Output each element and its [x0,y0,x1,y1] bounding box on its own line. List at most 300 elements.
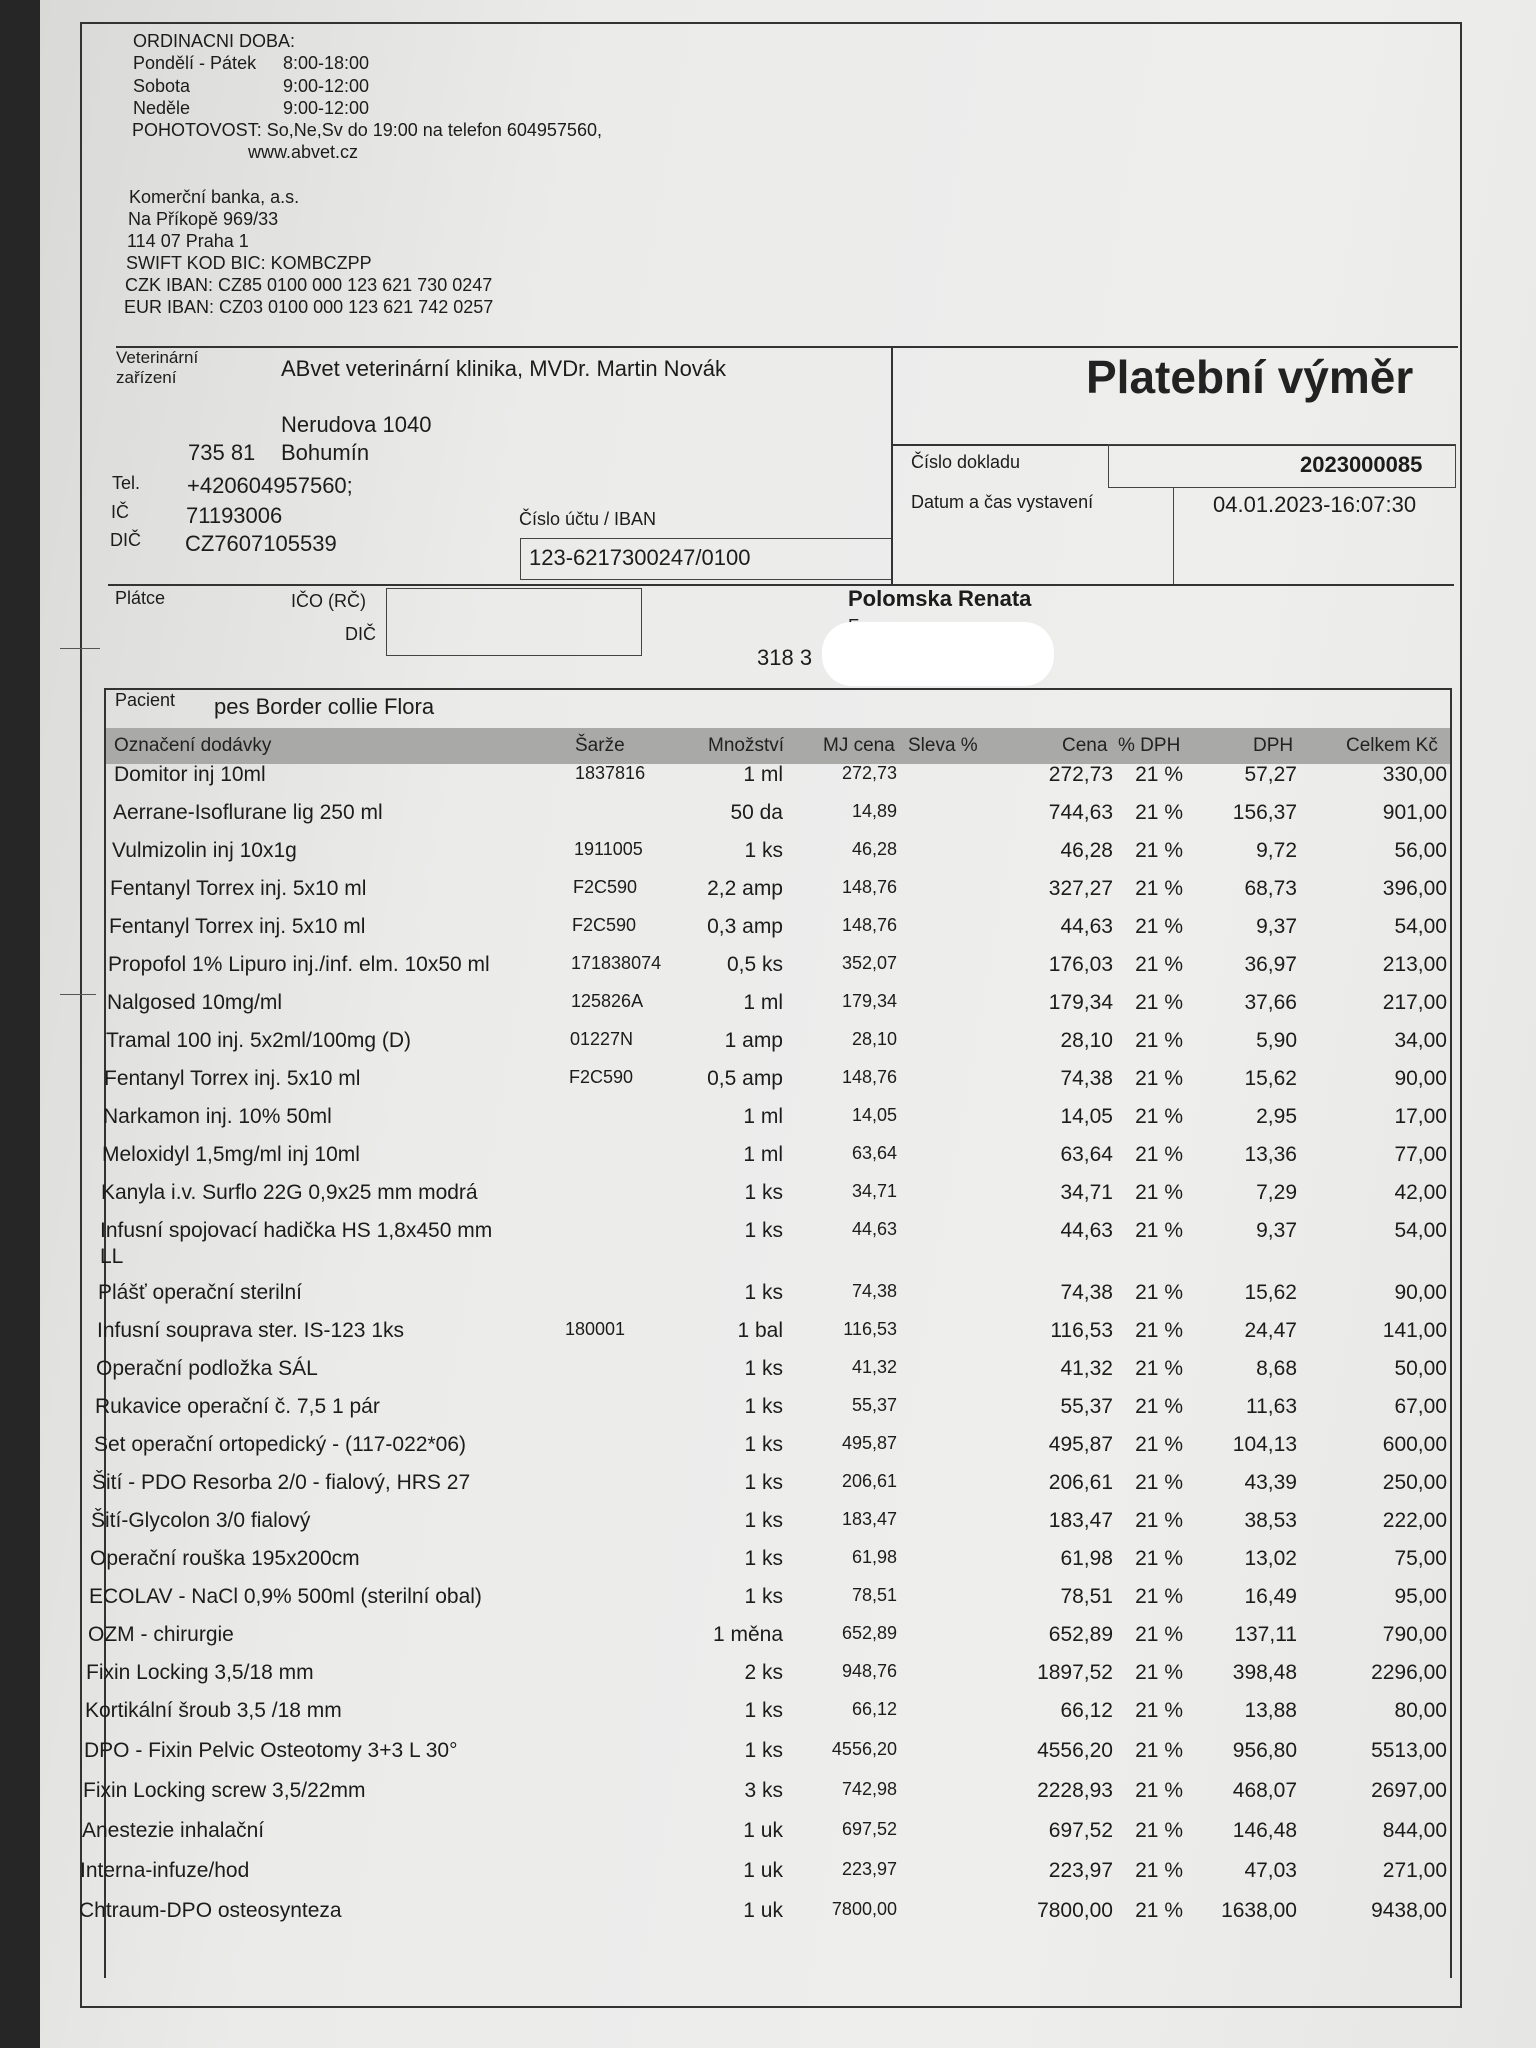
table-row [0,1898,1536,1936]
hours-days-weekday: Pondělí - Pátek [133,53,257,73]
table-row [0,762,1536,800]
item-vat: 57,27 [1244,763,1297,786]
item-total: 2296,00 [1371,1661,1447,1684]
item-name: Infusní souprava ster. IS-123 1ks [97,1319,405,1342]
item-name: OZM - chirurgie [88,1623,234,1646]
item-price: 55,37 [1060,1395,1113,1418]
item-total: 90,00 [1394,1067,1447,1090]
item-total: 396,00 [1382,877,1447,900]
item-name: Fentanyl Torrex inj. 5x10 ml [104,1067,361,1090]
col-header-unit-price: MJ cena [823,735,895,756]
item-total: 95,00 [1394,1585,1447,1608]
clinic-zip: 735 81 [188,440,256,465]
item-vat-pct: 21 % [1135,1661,1183,1684]
item-unit-price: 652,89 [841,1623,897,1643]
item-unit-price: 148,76 [841,877,897,897]
item-unit-price: 7800,00 [831,1899,897,1919]
bank-line: EUR IBAN: CZ03 0100 000 123 621 742 0257 [124,297,494,317]
item-total: 34,00 [1394,1029,1447,1052]
item-unit-price: 55,37 [851,1395,897,1415]
item-price: 223,97 [1048,1859,1113,1882]
item-total: 790,00 [1382,1623,1447,1646]
item-vat-pct: 21 % [1135,839,1183,862]
item-price: 116,53 [1050,1319,1113,1342]
item-price: 61,98 [1060,1547,1113,1570]
clinic-street: Nerudova 1040 [281,412,432,437]
item-unit-price: 148,76 [841,1067,897,1087]
item-name: Vulmizolin inj 10x1g [112,839,297,862]
clinic-ic: 71193006 [186,503,283,528]
table-row [0,1818,1536,1856]
item-vat: 68,73 [1244,877,1297,900]
item-vat-pct: 21 % [1135,1357,1183,1380]
payer-zip-partial: 318 3 [757,645,813,670]
item-name: Interna-infuze/hod [80,1859,250,1882]
item-price: 78,51 [1060,1585,1113,1608]
item-price: 14,05 [1060,1105,1113,1128]
item-batch: F2C590 [572,915,637,935]
item-vat: 137,11 [1234,1623,1297,1646]
item-qty: 1 ks [744,1739,783,1762]
item-batch: 01227N [570,1029,634,1049]
margin-tick [60,648,100,649]
item-qty: 1 ks [744,1433,783,1456]
item-unit-price: 116,53 [843,1319,897,1339]
item-total: 77,00 [1394,1143,1447,1166]
item-total: 90,00 [1394,1281,1447,1304]
item-vat-pct: 21 % [1135,1181,1183,1204]
item-batch: 1911005 [574,839,643,859]
item-qty: 1 ks [744,1699,783,1722]
payer-ico-label: IČO (RČ) [291,591,366,611]
clinic-label: Veterinární zařízení [116,348,199,387]
item-price: 4556,20 [1037,1739,1113,1762]
item-total: 2697,00 [1371,1779,1447,1802]
item-vat-pct: 21 % [1135,1585,1183,1608]
item-vat-pct: 21 % [1135,1547,1183,1570]
item-vat: 15,62 [1244,1067,1297,1090]
item-price: 7800,00 [1037,1899,1113,1922]
clinic-city: Bohumín [281,440,370,465]
table-row [0,1622,1536,1660]
item-vat: 9,37 [1256,915,1297,938]
doc-number: 2023000085 [1300,452,1423,477]
table-row [0,1470,1536,1508]
item-name: Propofol 1% Lipuro inj./inf. elm. 10x50 ml [108,953,490,976]
table-row [0,1318,1536,1356]
table-row [0,1660,1536,1698]
item-name: Plášť operační sterilní [98,1281,302,1304]
item-unit-price: 352,07 [841,953,897,973]
item-qty: 1 ks [744,1395,783,1418]
bank-line: Na Příkopě 969/33 [128,209,279,229]
item-qty: 1 ks [744,839,783,862]
item-vat-pct: 21 % [1135,1509,1183,1532]
table-row [0,1394,1536,1432]
col-header-total: Celkem Kč [1346,735,1438,756]
payer-id-box [386,588,642,656]
item-vat: 15,62 [1244,1281,1297,1304]
item-price: 46,28 [1060,839,1113,862]
item-vat-pct: 21 % [1135,1699,1183,1722]
ic-label: IČ [111,502,129,522]
bank-line: Komerční banka, a.s. [129,187,300,207]
item-price: 74,38 [1060,1281,1113,1304]
item-unit-price: 44,63 [851,1219,897,1239]
item-unit-price: 66,12 [851,1699,897,1719]
item-vat-pct: 21 % [1135,1819,1183,1842]
item-name-continued: LL [100,1245,124,1268]
item-name: Anestezie inhalační [82,1819,265,1842]
doc-date-label: Datum a čas vystavení [911,492,1094,512]
item-unit-price: 206,61 [841,1471,897,1491]
item-vat-pct: 21 % [1135,1859,1183,1882]
table-row [0,1698,1536,1736]
payer-dic-label: DIČ [345,624,376,644]
col-header-vat: DPH [1253,735,1294,756]
item-unit-price: 948,76 [841,1661,897,1681]
dic-label: DIČ [110,530,141,550]
item-unit-price: 179,34 [841,991,897,1011]
col-header-qty: Množství [708,735,785,756]
divider-payer [106,688,1452,690]
item-vat: 36,97 [1244,953,1297,976]
clinic-tel: +420604957560; [187,473,353,498]
item-unit-price: 4556,20 [831,1739,897,1759]
divider-clinic [108,584,1454,586]
item-name: Infusní spojovací hadička HS 1,8x450 mm [100,1219,493,1242]
website: www.abvet.cz [248,142,359,162]
item-vat-pct: 21 % [1135,1433,1183,1456]
item-name: Operační podložka SÁL [96,1357,318,1380]
col-header-price: Cena [1062,735,1108,756]
item-vat: 468,07 [1232,1779,1297,1802]
item-vat: 43,39 [1244,1471,1297,1494]
item-unit-price: 74,38 [851,1281,897,1301]
item-qty: 1 ks [744,1547,783,1570]
hours-days-sunday: Neděle [133,98,191,118]
item-qty: 1 bal [737,1319,783,1342]
item-price: 744,63 [1048,801,1113,824]
item-vat-pct: 21 % [1135,953,1183,976]
item-price: 2228,93 [1037,1779,1113,1802]
item-total: 80,00 [1394,1699,1447,1722]
item-total: 330,00 [1382,763,1447,786]
clinic-dic: CZ7607105539 [185,531,337,556]
item-total: 271,00 [1382,1859,1447,1882]
item-unit-price: 697,52 [841,1819,897,1839]
item-price: 697,52 [1048,1819,1113,1842]
item-vat: 8,68 [1256,1357,1297,1380]
item-name: Fixin Locking 3,5/18 mm [86,1661,314,1684]
col-header-vat-pct: % DPH [1118,735,1181,756]
item-name: Kanyla i.v. Surflo 22G 0,9x25 mm modrá [101,1181,478,1204]
item-price: 28,10 [1060,1029,1113,1052]
item-price: 44,63 [1060,1219,1113,1242]
item-vat-pct: 21 % [1135,1067,1183,1090]
redaction-mark [822,622,1054,686]
item-batch: F2C590 [573,877,638,897]
item-price: 176,03 [1048,953,1113,976]
item-vat: 398,48 [1232,1661,1297,1684]
item-name: Meloxidyl 1,5mg/ml inj 10ml [102,1143,360,1166]
item-vat-pct: 21 % [1135,1395,1183,1418]
item-qty: 2,2 amp [707,877,783,900]
item-unit-price: 41,32 [851,1357,897,1377]
hours-time-saturday: 9:00-12:00 [283,76,370,96]
item-unit-price: 742,98 [841,1779,897,1799]
item-name: Narkamon inj. 10% 50ml [103,1105,332,1128]
item-vat: 146,48 [1232,1819,1297,1842]
item-unit-price: 223,97 [841,1859,897,1879]
item-vat: 16,49 [1244,1585,1297,1608]
col-header-batch: Šarže [575,735,625,756]
item-vat: 156,37 [1232,801,1297,824]
item-price: 66,12 [1060,1699,1113,1722]
table-row [0,1584,1536,1622]
item-total: 901,00 [1382,801,1447,824]
document-title: Platební výměr [1086,351,1414,403]
item-qty: 1 uk [743,1819,783,1842]
item-vat: 37,66 [1244,991,1297,1014]
hours-time-sunday: 9:00-12:00 [283,98,370,118]
item-name: Fentanyl Torrex inj. 5x10 ml [110,877,367,900]
payer-label: Plátce [115,588,166,608]
item-batch: F2C590 [569,1067,634,1087]
item-vat: 13,36 [1244,1143,1297,1166]
item-qty: 1 ml [743,1105,783,1128]
item-qty: 1 ks [744,1357,783,1380]
account-label: Číslo účtu / IBAN [519,509,657,529]
item-name: Domitor inj 10ml [114,763,266,786]
item-price: 206,61 [1048,1471,1113,1494]
table-row [0,1104,1536,1142]
item-vat-pct: 21 % [1135,801,1183,824]
item-vat-pct: 21 % [1135,1219,1183,1242]
item-name: Set operační ortopedický - (117-022*06) [94,1433,466,1456]
item-price: 1897,52 [1037,1661,1113,1684]
table-row [0,914,1536,952]
col-header-item: Označení dodávky [114,735,272,756]
item-qty: 1 ks [744,1281,783,1304]
item-vat: 11,63 [1246,1395,1297,1418]
hours-title: ORDINACNI DOBA: [133,31,296,51]
item-price: 327,27 [1048,877,1113,900]
item-unit-price: 495,87 [841,1433,897,1453]
clinic-name: ABvet veterinární klinika, MVDr. Martin Novák [281,356,727,381]
item-vat: 104,13 [1232,1433,1297,1456]
payer-name: Polomska Renata [848,586,1032,611]
item-unit-price: 28,10 [851,1029,897,1049]
hours-days-saturday: Sobota [133,76,191,96]
item-total: 222,00 [1382,1509,1447,1532]
item-vat: 13,88 [1244,1699,1297,1722]
item-vat-pct: 21 % [1135,1899,1183,1922]
item-unit-price: 61,98 [851,1547,897,1567]
item-vat-pct: 21 % [1135,1105,1183,1128]
item-name: Tramal 100 inj. 5x2ml/100mg (D) [106,1029,411,1052]
item-unit-price: 46,28 [851,839,897,859]
item-qty: 0,5 amp [707,1067,783,1090]
doc-number-label: Číslo dokladu [911,452,1021,472]
item-unit-price: 272,73 [841,763,897,783]
table-row [0,1028,1536,1066]
col-header-discount: Sleva % [908,735,978,756]
item-vat: 2,95 [1256,1105,1297,1128]
item-total: 67,00 [1394,1395,1447,1418]
table-row [0,952,1536,990]
item-vat-pct: 21 % [1135,1779,1183,1802]
item-qty: 1 uk [743,1859,783,1882]
table-row [0,1738,1536,1776]
item-vat-pct: 21 % [1135,877,1183,900]
item-price: 183,47 [1048,1509,1113,1532]
item-name: Aerrane-Isoflurane lig 250 ml [113,801,383,824]
table-row [0,1508,1536,1546]
item-total: 250,00 [1382,1471,1447,1494]
account-number: 123-6217300247/0100 [529,545,751,570]
table-row [0,1546,1536,1584]
item-total: 75,00 [1394,1547,1447,1570]
item-qty: 2 ks [744,1661,783,1684]
item-vat: 7,29 [1256,1181,1297,1204]
item-total: 213,00 [1382,953,1447,976]
item-vat-pct: 21 % [1135,1029,1183,1052]
item-total: 5513,00 [1371,1739,1447,1762]
item-total: 600,00 [1382,1433,1447,1456]
item-total: 50,00 [1394,1357,1447,1380]
item-price: 74,38 [1060,1067,1113,1090]
item-unit-price: 34,71 [851,1181,897,1201]
item-vat-pct: 21 % [1135,991,1183,1014]
item-qty: 1 ml [743,1143,783,1166]
bank-line: SWIFT KOD BIC: KOMBCZPP [126,253,372,273]
patient-label: Pacient [115,690,176,710]
item-qty: 0,5 ks [726,953,783,976]
item-unit-price: 183,47 [841,1509,897,1529]
item-name: Nalgosed 10mg/ml [107,991,283,1014]
item-unit-price: 63,64 [851,1143,897,1163]
item-vat-pct: 21 % [1135,1623,1183,1646]
margin-tick [60,994,96,995]
table-row [0,800,1536,838]
table-row [0,876,1536,914]
item-unit-price: 148,76 [841,915,897,935]
item-qty: 1 ks [744,1585,783,1608]
item-name: Rukavice operační č. 7,5 1 pár [95,1395,380,1418]
emergency-line: POHOTOVOST: So,Ne,Sv do 19:00 na telefon 604957560, [132,120,602,140]
item-vat-pct: 21 % [1135,763,1183,786]
item-qty: 1 měna [712,1623,783,1646]
divider-header [116,346,1458,348]
table-row [0,1778,1536,1816]
item-name: Chtraum-DPO osteosynteza [79,1899,342,1922]
table-row [0,1432,1536,1470]
item-price: 63,64 [1060,1143,1113,1166]
item-vat: 24,47 [1244,1319,1297,1342]
item-price: 34,71 [1060,1181,1113,1204]
item-price: 44,63 [1060,915,1113,938]
table-row [0,990,1536,1028]
item-price: 495,87 [1048,1433,1113,1456]
item-qty: 0,3 amp [707,915,783,938]
item-qty: 50 da [730,801,783,824]
item-qty: 1 uk [743,1899,783,1922]
doc-date: 04.01.2023-16:07:30 [1213,492,1417,517]
item-batch: 180001 [565,1319,626,1339]
table-row [0,1142,1536,1180]
item-name: Operační rouška 195x200cm [90,1547,360,1570]
item-qty: 3 ks [744,1779,783,1802]
item-vat: 38,53 [1244,1509,1297,1532]
item-vat-pct: 21 % [1135,1281,1183,1304]
item-vat: 13,02 [1244,1547,1297,1570]
bank-line: 114 07 Praha 1 [127,231,249,251]
item-vat-pct: 21 % [1135,1471,1183,1494]
item-total: 141,00 [1382,1319,1447,1342]
table-header [104,728,1450,764]
item-vat: 5,90 [1256,1029,1297,1052]
item-price: 41,32 [1060,1357,1113,1380]
item-vat: 9,72 [1256,839,1297,862]
item-vat-pct: 21 % [1135,1143,1183,1166]
item-total: 42,00 [1394,1181,1447,1204]
item-vat: 956,80 [1232,1739,1297,1762]
item-name: Šití - PDO Resorba 2/0 - fialový, HRS 27 [92,1471,471,1494]
item-name: Šití-Glycolon 3/0 fialový [91,1509,311,1532]
item-vat: 47,03 [1244,1859,1297,1882]
table-row [0,1218,1536,1268]
table-row [0,1180,1536,1218]
item-unit-price: 14,05 [851,1105,897,1125]
item-vat-pct: 21 % [1135,1739,1183,1762]
item-qty: 1 ks [744,1219,783,1242]
item-name: Fentanyl Torrex inj. 5x10 ml [109,915,366,938]
item-batch: 171838074 [571,953,662,973]
item-total: 54,00 [1394,1219,1447,1242]
item-price: 179,34 [1048,991,1113,1014]
table-row [0,1066,1536,1104]
tel-label: Tel. [112,473,141,493]
divider-vertical-title [891,348,893,584]
item-vat-pct: 21 % [1135,1319,1183,1342]
item-name: DPO - Fixin Pelvic Osteotomy 3+3 L 30° [84,1739,458,1762]
item-vat: 9,37 [1256,1219,1297,1242]
item-batch: 125826A [571,991,644,1011]
item-name: Kortikální šroub 3,5 /18 mm [85,1699,342,1722]
item-vat-pct: 21 % [1135,915,1183,938]
item-unit-price: 14,89 [851,801,897,821]
hours-time-weekday: 8:00-18:00 [283,53,370,73]
item-price: 652,89 [1048,1623,1113,1646]
item-unit-price: 78,51 [851,1585,897,1605]
table-row [0,1356,1536,1394]
item-price: 272,73 [1048,763,1113,786]
table-row [0,1280,1536,1318]
item-total: 217,00 [1382,991,1447,1014]
item-qty: 1 ml [743,763,783,786]
table-row [0,1858,1536,1896]
item-name: ECOLAV - NaCl 0,9% 500ml (sterilní obal) [89,1585,482,1608]
item-qty: 1 ml [743,991,783,1014]
item-total: 17,00 [1394,1105,1447,1128]
item-total: 9438,00 [1371,1899,1447,1922]
item-total: 56,00 [1394,839,1447,862]
item-qty: 1 ks [744,1509,783,1532]
item-vat: 1638,00 [1221,1899,1297,1922]
bank-line: CZK IBAN: CZ85 0100 000 123 621 730 0247 [125,275,493,295]
item-total: 844,00 [1382,1819,1447,1842]
